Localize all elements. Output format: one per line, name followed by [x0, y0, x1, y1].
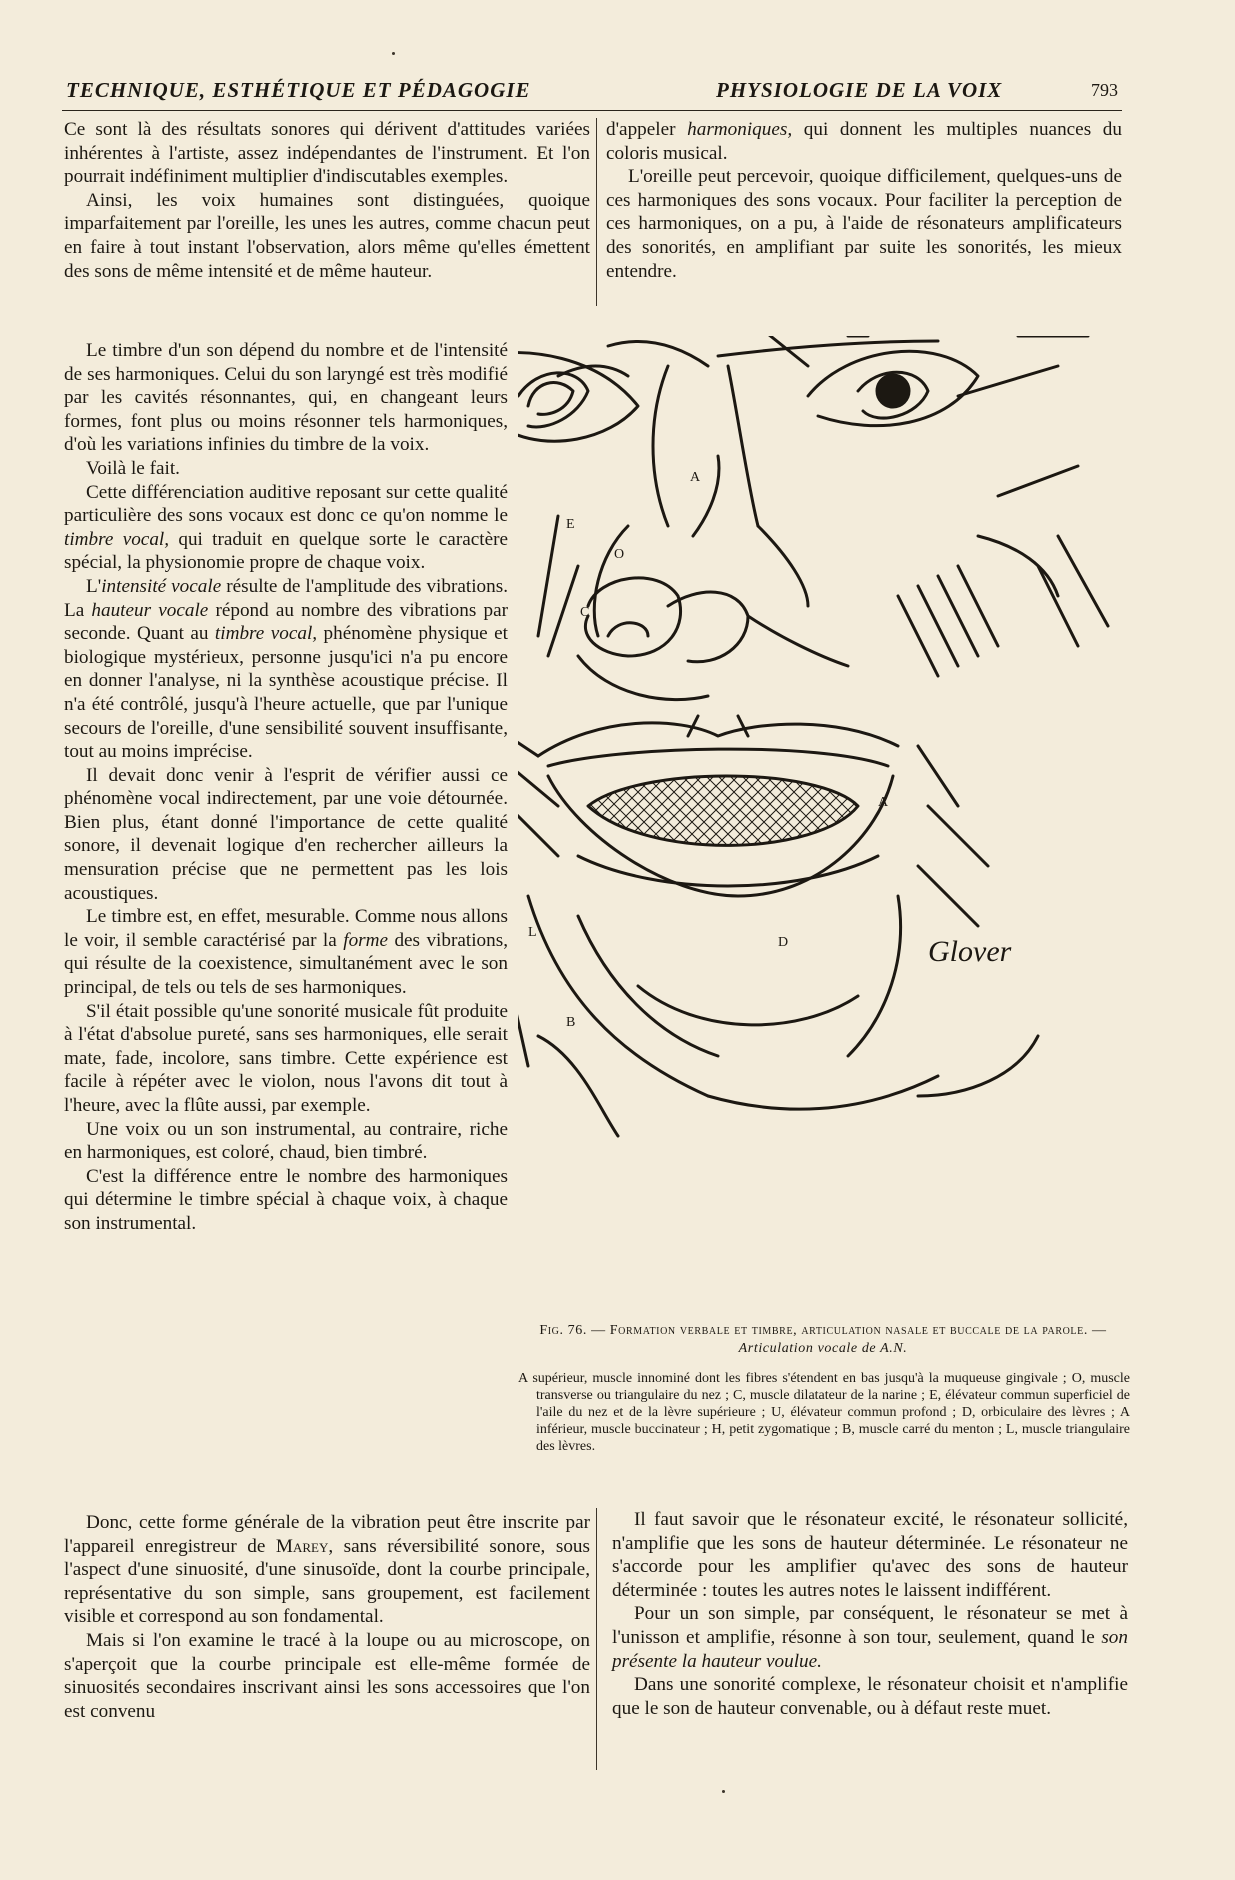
right-column-bottom — [612, 1508, 1128, 1720]
paragraph: Donc, cette forme générale de la vibration peut être inscrite par l'appareil enregistreur de Marey, sans réversibilité sonore, sous l'aspect d'une sinuosité, d'une sinusoïde, dont la courbe principale, représentative du son simple, sans groupement, est facilement visible et correspond au son fondamental. — [64, 1512, 590, 1628]
cheek-line — [928, 806, 988, 866]
figure-caption: Fig. 76. — Formation verbale et timbre, articulation nasale et buccale de la parole. — Articulation vocale de A.N. — [539, 1323, 1107, 1356]
figure-legend — [518, 1370, 1130, 1455]
paragraph: Pour un son simple, par conséquent, le résonateur se met à l'unisson et amplifie, résonne à son tour, seulement, quand le son présente la hauteur voulue. — [612, 1603, 1128, 1672]
teeth-upper-line — [548, 749, 888, 766]
hatch — [938, 576, 978, 656]
paragraph: L'intensité vocale résulte de l'amplitude des vibrations. La hauteur vocale répond au nombre des vibrations par seconde. Quant au timbre vocal, phénomène physique et biologique mystérieux, personne jusqu'ici n'a pu encore en donner l'analyse, ni la synthèse acoustique précise. Il n'a été contrôlé, jusqu'à l'heure actuelle, que par l'unique secours de l'oreille, d'une sensibilité souvent insuffisante, tout au moins imprécise. — [64, 575, 508, 763]
nose-stroke — [693, 456, 719, 536]
print-speck — [722, 1790, 725, 1793]
column-rule — [596, 1508, 597, 1770]
paragraph: Il faut savoir que le résonateur excité, le résonateur sollicité, n'amplifie que les sons de hauteur déterminée. Le résonateur ne s'accorde pour les amplifier qu'avec des sons de hauteur déterminée : toutes les autres notes le laissent indifférent. — [612, 1509, 1128, 1601]
running-title-right: PHYSIOLOGIE DE LA VOIX — [716, 78, 1003, 102]
right-pupil — [877, 375, 909, 407]
paragraph: Ce sont là des résultats sonores qui dérivent d'attitudes variées inhérentes à l'artiste, assez indépendantes de l'instrument. Et l'on pourrait indéfiniment multiplier d'indiscutables exemples. — [64, 119, 590, 188]
upper-lip — [538, 723, 898, 756]
hatch — [1038, 566, 1078, 646]
print-speck — [392, 52, 395, 55]
face-muscle-illustration — [518, 336, 1128, 1318]
figure-label: O — [614, 547, 625, 562]
hatch — [918, 586, 958, 666]
cheek-line — [538, 516, 558, 636]
page-number: 793 — [1091, 80, 1118, 100]
paragraph: Cette différenciation auditive reposant sur cette qualité particulière des sons vocaux est donc ce qu'on nomme le timbre vocal, qui traduit en quelque sorte le caractère spécial, la physionomie propre de chaque voix. — [64, 481, 508, 574]
hatch — [1058, 536, 1108, 626]
paragraph: Ainsi, les voix humaines sont distinguées, quoique imparfaitement par l'oreille, les unes les autres, comme chacun peut en faire à tout instant l'observation, alors même qu'elles émettent des sons de même intensité et de même hauteur. — [64, 189, 590, 282]
paragraph: Le timbre d'un son dépend du nombre et de l'intensité de ses harmoniques. Celui du son laryngé est très modifié par les cavités résonnantes, qui, en changeant leurs formes, font plus ou moins résonner tels harmoniques, d'où les variations infinies du timbre de la voix. — [64, 340, 508, 456]
jaw-line — [848, 896, 901, 1056]
hatch — [958, 566, 998, 646]
cheek-line — [518, 716, 538, 756]
chin-line — [708, 1076, 938, 1109]
nasolabial-line — [748, 616, 848, 666]
nostril-area — [585, 578, 680, 656]
cheek-line — [548, 566, 578, 656]
figure-label: L — [528, 925, 537, 940]
cheek-line — [918, 866, 978, 926]
figure-label: A — [690, 470, 701, 485]
hatch — [978, 536, 1058, 596]
left-iris — [528, 383, 573, 415]
paragraph: Il devait donc venir à l'esprit de vérifier aussi ce phénomène vocal indirectement, par une voie détournée. Bien plus, étant donné l'importance de cette qualité sonore, il devenait logique d'en rechercher ailleurs la mensuration précise que ne permettent pas les lois acoustiques. — [64, 764, 508, 904]
right-column-top — [606, 118, 1122, 283]
legend-text: A supérieur, muscle innominé dont les fibres s'étendent en bas jusqu'à la muqueuse gingivale ; O, muscle transverse ou triangulaire du nez ; C, muscle dilatateur de la narine ; E, élévateur commun superficiel de l'aile du nez et de la lèvre supérieure ; U, élévateur commun profond ; D, orbiculaire des lèvres ; A inférieur, muscle buccinateur ; H, petit zygomatique ; B, muscle carré du menton ; L, muscle triangulaire des lèvres. — [518, 1371, 1130, 1454]
neck-line — [518, 976, 528, 1066]
cheek-line — [518, 806, 558, 856]
paragraph: C'est la différence entre le nombre des harmoniques qui détermine le timbre spécial à chaque voix, à chaque son instrumental. — [64, 1165, 508, 1234]
jaw-line — [528, 896, 708, 1096]
hatch — [898, 596, 938, 676]
paragraph: L'oreille peut percevoir, quoique difficilement, quelques-uns de ces harmoniques des sons vocaux. Pour faciliter la perception de ces harmoniques, on a pu, à l'aide de résonateurs amplificateurs des sonorités, en amplifiant par suite les sonorités, les mieux entendre. — [606, 166, 1122, 282]
hatch — [998, 466, 1078, 496]
paragraph: Mais si l'on examine le tracé à la loupe ou au microscope, on s'aperçoit que la courbe principale est elle-même formée de sinuosités secondaires inscrivant ainsi les sons accessoires que l'on est convenu — [64, 1629, 590, 1722]
left-column-top — [64, 118, 590, 283]
tongue-mesh — [588, 776, 858, 845]
figure-label: D — [778, 935, 789, 950]
brow-top-line — [718, 341, 938, 356]
running-title-left: TECHNIQUE, ESTHÉTIQUE ET PÉDAGOGIE — [66, 78, 531, 102]
figure-label: A — [878, 795, 889, 810]
paragraph: Une voix ou un son instrumental, au contraire, riche en harmoniques, est coloré, chaud, bien timbré. — [64, 1118, 508, 1164]
left-column-middle — [64, 339, 508, 1236]
artist-signature: Glover — [928, 935, 1012, 968]
figure-label: B — [566, 1015, 576, 1030]
cheek-line — [918, 746, 958, 806]
chin-crease — [638, 986, 858, 1025]
nose-bridge-right — [728, 366, 758, 526]
nose-side — [758, 526, 808, 606]
paragraph: Voilà le fait. — [86, 457, 180, 479]
figure-label: C — [580, 605, 590, 620]
column-rule — [596, 118, 597, 306]
left-brow-line — [608, 342, 708, 367]
paragraph: Le timbre est, en effet, mesurable. Comme nous allons le voir, il semble caractérisé par la forme des vibrations, qui résulte de la coexistence, simultanément avec le son principal, de tels ou tels de ses harmoniques. — [64, 906, 508, 999]
nose-bridge-left — [653, 366, 668, 526]
left-column-bottom — [64, 1511, 590, 1723]
neck-line — [918, 1036, 1038, 1096]
neck-line — [538, 1036, 618, 1136]
jaw-line — [578, 916, 718, 1056]
nostril — [608, 623, 648, 636]
figure-label: E — [566, 517, 575, 532]
running-header — [62, 76, 1122, 111]
paragraph: S'il était possible qu'une sonorité musicale fût produite à l'état d'absolue pureté, sans ses harmoniques, elle serait mate, fade, incolore, sans timbre. Cette expérience est facile à répéter avec le violon, nous l'avons dit tout à l'heure, avec la flûte aussi, par exemple. — [64, 1000, 508, 1116]
paragraph: Dans une sonorité complexe, le résonateur choisit et n'amplifie que le son de hauteur convenable, ou à défaut reste muet. — [612, 1674, 1128, 1719]
philtrum — [738, 716, 748, 736]
lower-teeth — [578, 856, 878, 886]
paragraph: d'appeler harmoniques, qui donnent les multiples nuances du coloris musical. — [606, 119, 1122, 164]
